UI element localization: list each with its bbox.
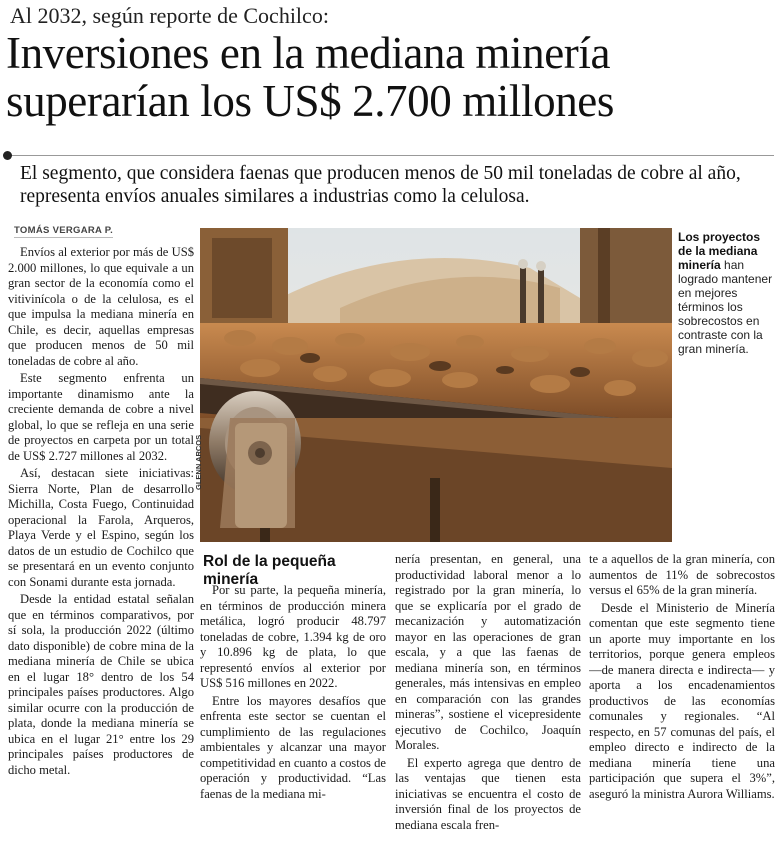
- headline-line-1: Inversiones en la mediana minería: [6, 28, 611, 78]
- paragraph: Desde la entidad estatal señalan que en términos comparativos, por sí sola, la producción 2022 (último dato disponible) de cobre mina de la mediana minería de Chile se ubica en el lugar 18° dentro de los 54 principales países productores. Algo similar ocurre con la producción de plata, donde la mediana minería se ubica en el lugar 21° entre los 29 principales países productores de dicho metal.: [8, 592, 194, 777]
- divider-dot: [3, 151, 12, 160]
- divider-rule: [6, 155, 774, 156]
- paragraph: Entre los mayores desafíos que enfrenta este sector se cuentan el cumplimiento de las regulaciones ambientales y alcanzar una mayor competitividad en cuanto a costos de operación y productividad. “Las faenas de la mediana mi-: [200, 693, 386, 801]
- paragraph: Así, destacan siete iniciativas: Sierra Norte, Plan de desarrollo Michilla, Costa Fuego, Continuidad operacional la Farola, Arqueros, Playa Verde y el Espino, según los datos de un estudio de Cochilco que se presentará en un evento conjunto con Sonami durante esta jornada.: [8, 466, 194, 589]
- body-column-middle-1: [200, 583, 386, 838]
- paragraph: Por su parte, la pequeña minería, en términos de producción minera metálica, logró producir 48.797 toneladas de cobre, 1.394 kg de oro y 10.896 kg de plata, lo que representó envíos al exterior por US$ 516 millones en 2022.: [200, 583, 386, 690]
- kicker: Al 2032, según reporte de Cochilco:: [10, 3, 329, 28]
- byline: TOMÁS VERGARA P.: [14, 225, 114, 236]
- body-column-middle-2: [395, 552, 581, 838]
- body-column-left: [8, 245, 194, 835]
- caption-lead: Los proyectos de la mediana minería: [678, 230, 761, 272]
- paragraph: Este segmento enfrenta un importante dinamismo ante la creciente demanda de cobre a nivel global, lo que se refleja en una serie de proyectos en carpeta por un total de US$ 2.727 millones al 2032.: [8, 371, 194, 463]
- mining-photo: [200, 228, 672, 542]
- caption-text: han logrado mantener en mejores términos los sobrecostos en contraste con la gran minería.: [678, 258, 773, 356]
- section-subhead: Rol de la pequeña minería: [203, 553, 336, 588]
- headline: [6, 29, 614, 125]
- paragraph: El experto agrega que dentro de las ventajas que tienen esta iniciativas se encuentra el costo de inversión final de los proyectos de mediana escala fren-: [395, 755, 581, 832]
- paragraph: te a aquellos de la gran minería, con aumentos de 11% de sobrecostos versus el 65% de la gran minería.: [589, 552, 775, 597]
- paragraph: Envíos al exterior por más de US$ 2.000 millones, lo que equivale a un gran sector de la economía como el vitivinícola o de la celulosa, es el que impulsa la mediana minería en Chile, es decir, aquellas empresas que producen menos de 50 mil toneladas de cobre al año.: [8, 245, 194, 368]
- headline-line-2: superarían los US$ 2.700 millones: [6, 76, 614, 126]
- paragraph: Desde el Ministerio de Minería comentan que este segmento tiene un aporte muy importante en los territorios, porque genera empleos —de manera directa e indirecta— y aporta a los encadenamientos productivos de las economías comunales y regionales. “Al respecto, en 57 comunas del país, el empleo directo e indirecto de la mediana minería tiene una participación que supera el 3%”, aseguró la ministra Aurora Williams.: [589, 600, 775, 801]
- photo-caption: [678, 230, 776, 356]
- conveyor-belt-illustration: [200, 228, 672, 542]
- paragraph: nería presentan, en general, una productividad laboral menor a lo registrado por la gran minería, lo que se explicaría por el grado de mecanización y automatización mayor en las operaciones de gran escala, y a que las faenas de mediana minería son, en términos generales, más intensivas en empleo en comparación con las grandes mineras”, sostiene el vicepresidente ejecutivo de Cochilco, Joaquín Morales.: [395, 552, 581, 752]
- body-column-right: [589, 552, 775, 838]
- deck: El segmento, que considera faenas que producen menos de 50 mil toneladas de cobre al año, representa envíos anuales similares a industrias como la celulosa.: [20, 163, 741, 207]
- photo-credit: GLENN ARCOS: [194, 434, 203, 490]
